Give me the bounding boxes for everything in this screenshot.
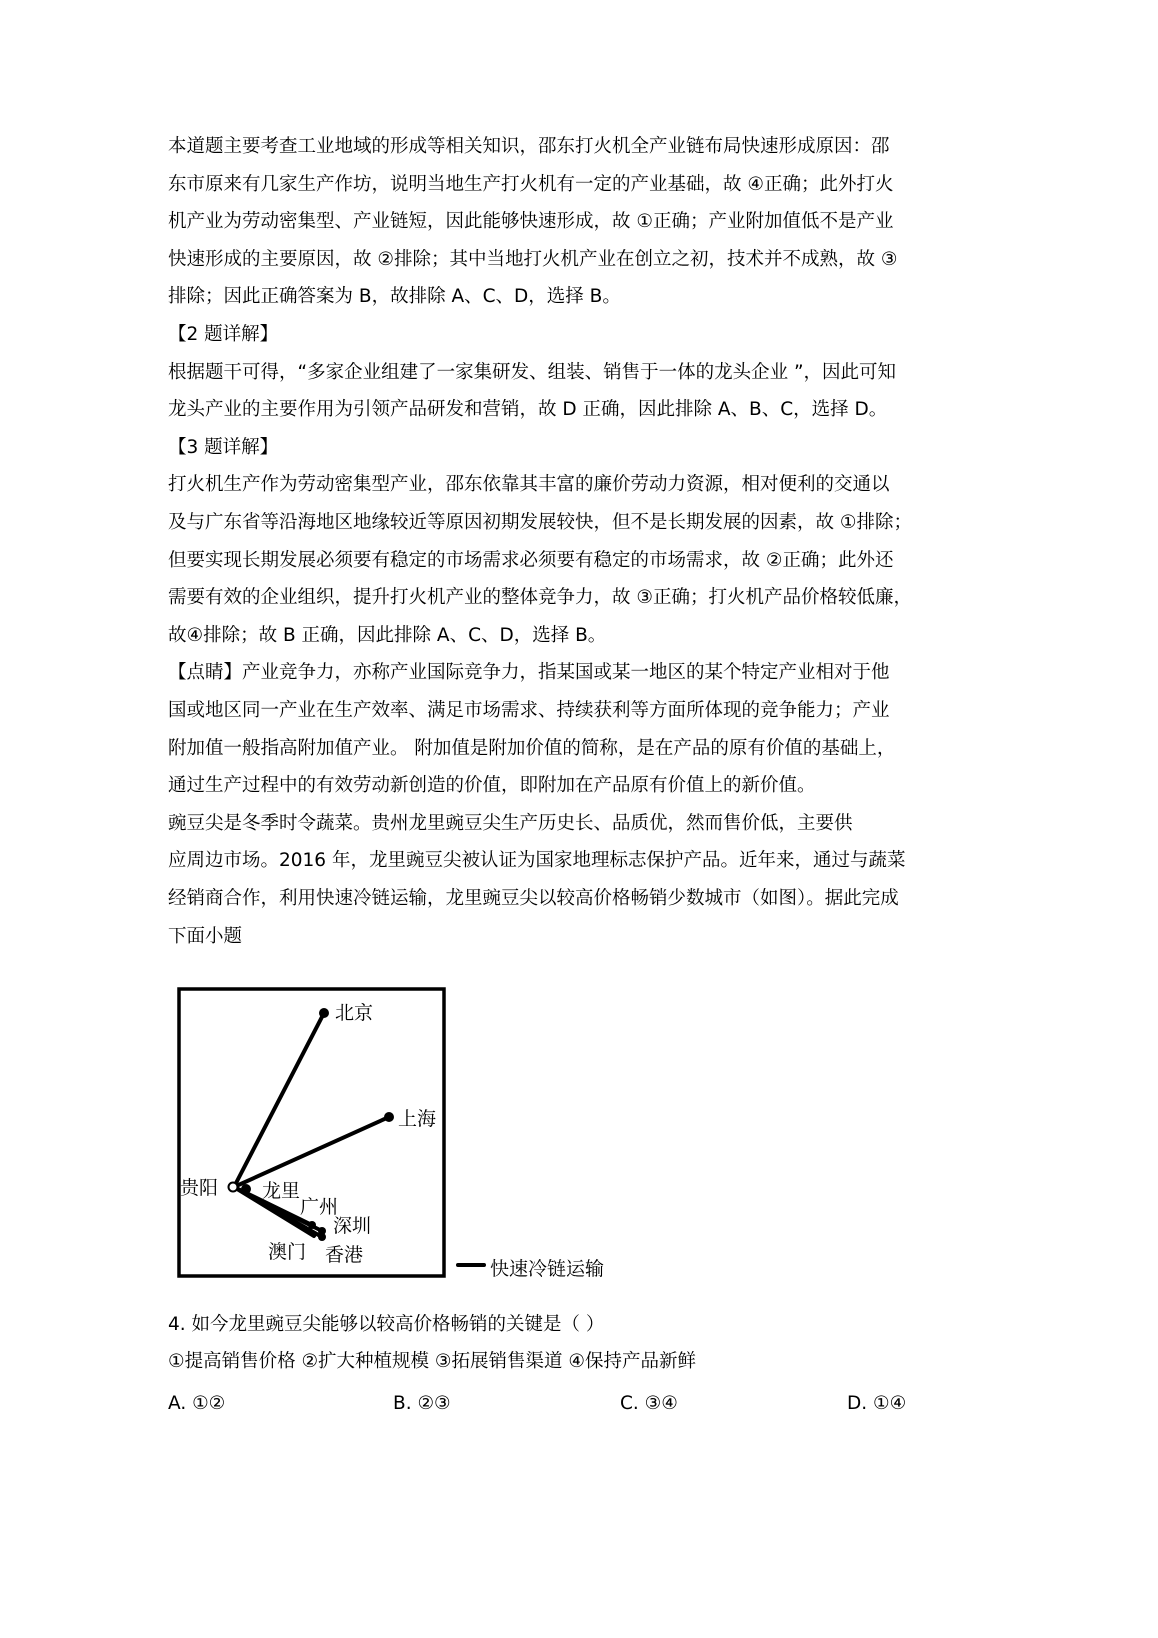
option-a: A. ①② <box>168 1393 226 1414</box>
question-stem: 4. 如今龙里豌豆尖能够以较高价格畅销的关键是（ ） <box>168 1314 605 1335</box>
question-items: ①提高销售价格 ②扩大种植规模 ③拓展销售渠道 ④保持产品新鲜 <box>168 1351 696 1372</box>
text-line: 打火机生产作为劳动密集型产业，邵东依靠其丰富的廉价劳动力资源，相对便利的交通以 <box>168 474 890 496</box>
text-line: 快速形成的主要原因，故 ②排除；其中当地打火机产业在创立之初，技术并不成熟，故 ③ <box>168 248 898 270</box>
guiyang-dot <box>229 1183 238 1192</box>
text-line: 龙头产业的主要作用为引领产品研发和营销，故 D 正确，因此排除 A、B、C，选择 D。 <box>168 399 888 421</box>
shanghai-dot <box>384 1112 394 1122</box>
text-line: 应周边市场。2016 年，龙里豌豆尖被认证为国家地理标志保护产品。近年来，通过与蔬菜 <box>168 850 906 872</box>
option-c: C. ③④ <box>620 1393 678 1414</box>
text-line: 但要实现长期发展必须要有稳定的市场需求必须要有稳定的市场需求，故 ②正确；此外还 <box>168 549 894 571</box>
route-beijing <box>234 1013 324 1187</box>
text-line: 需要有效的企业组织，提升打火机产业的整体竞争力，故 ③正确；打火机产品价格较低廉， <box>168 587 912 609</box>
label-guiyang: 贵阳 <box>180 1177 219 1199</box>
legend-label: 快速冷链运输 <box>490 1258 605 1280</box>
text-line: 【3 题详解】 <box>168 436 279 458</box>
text-line: 【点睛】产业竞争力，亦称产业国际竞争力，指某国或某一地区的某个特定产业相对于他 <box>168 662 890 684</box>
text-line: 豌豆尖是冬季时令蔬菜。贵州龙里豌豆尖生产历史长、品质优，然而售价低，主要供 <box>168 812 853 834</box>
label-beijing: 北京 <box>335 1002 374 1024</box>
text-line: 东市原来有几家生产作坊，说明当地生产打火机有一定的产业基础，故 ④正确；此外打火 <box>168 173 894 195</box>
text-line: 通过生产过程中的有效劳动新创造的价值，即附加在产品原有价值上的新价值。 <box>168 775 816 797</box>
label-macau: 澳门 <box>268 1241 307 1263</box>
text-line: 附加值一般指高附加值产业。 附加值是附加价值的简称，是在产品的原有价值的基础上， <box>168 737 896 759</box>
text-line: 国或地区同一产业在生产效率、满足市场需求、持续获利等方面所体现的竞争能力；产业 <box>168 700 890 721</box>
longli-dot <box>241 1184 251 1194</box>
text-line: 【2 题详解】 <box>168 324 279 345</box>
label-shenzhen: 深圳 <box>333 1215 372 1237</box>
guangzhou-dot <box>308 1221 316 1229</box>
text-line: 下面小题 <box>168 925 243 947</box>
label-shanghai: 上海 <box>398 1108 437 1130</box>
beijing-dot <box>319 1008 329 1018</box>
text-line: 本道题主要考查工业地域的形成等相关知识，邵东打火机全产业链布局快速形成原因：邵 <box>168 136 890 157</box>
label-hongkong: 香港 <box>325 1244 364 1266</box>
text-line: 经销商合作，利用快速冷链运输，龙里豌豆尖以较高价格畅销少数城市（如图）。据此完成 <box>168 888 899 909</box>
option-b: B. ②③ <box>393 1393 451 1414</box>
option-d: D. ①④ <box>847 1393 907 1414</box>
text-line: 及与广东省等沿海地区地缘较近等原因初期发展较快，但不是长期发展的因素，故 ①排除； <box>168 512 912 533</box>
label-guangzhou: 广州 <box>300 1196 339 1218</box>
text-line: 排除；因此正确答案为 B，故排除 A、C、D，选择 B。 <box>168 286 621 308</box>
text-line: 根据题干可得，“多家企业组建了一家集研发、组装、销售于一体的龙头企业 ”，因此可知 <box>168 361 897 383</box>
text-line: 故④排除；故 B 正确，因此排除 A、C、D，选择 B。 <box>168 624 607 646</box>
text-line: 机产业为劳动密集型、产业链短，因此能够快速形成，故 ①正确；产业附加值低不是产业 <box>168 211 894 233</box>
route-shanghai <box>234 1117 389 1187</box>
label-longli: 龙里 <box>262 1180 301 1202</box>
